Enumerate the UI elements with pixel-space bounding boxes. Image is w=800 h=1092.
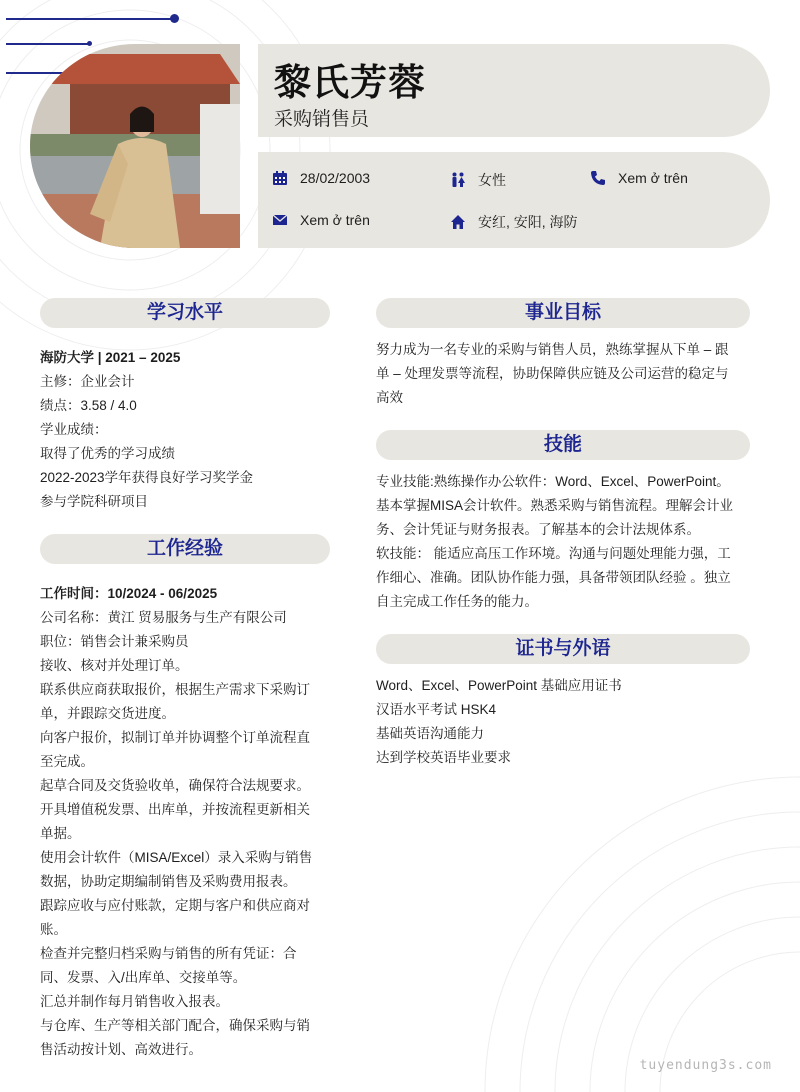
info-gender — [450, 170, 506, 190]
info-birthdate — [272, 170, 370, 186]
education-line: 取得了优秀的学习成绩 — [40, 446, 175, 461]
experience-line: 同、发票、入/出库单、交接单等。 — [40, 970, 247, 985]
info-email — [272, 212, 370, 228]
candidate-role: 采购销售员 — [274, 109, 370, 130]
candidate-name: 黎氏芳蓉 — [274, 62, 426, 103]
experience-line: 起草合同及交货验收单，确保符合法规要求。 — [40, 778, 310, 793]
skills-line: 专业技能:熟练操作办公软件：Word、Excel、PowerPoint。 — [376, 474, 730, 489]
experience-line: 接收、核对并处理订单。 — [40, 658, 189, 673]
accent-line-top — [6, 18, 174, 20]
birthdate-value: 28/02/2003 — [300, 170, 371, 186]
address-value: 安红, 安阳, 海防 — [478, 214, 578, 230]
email-value: Xem ở trên — [300, 212, 370, 228]
contact-info-panel — [258, 152, 770, 248]
experience-line: 公司名称：黄江 贸易服务与生产有限公司 — [40, 610, 287, 625]
certificate-line: Word、Excel、PowerPoint 基础应用证书 — [376, 678, 622, 693]
experience-line: 联系供应商获取报价，根据生产需求下采购订 — [40, 682, 310, 697]
education-line: 2022-2023学年获得良好学习奖学金 — [40, 470, 254, 485]
profile-photo — [30, 44, 240, 248]
gender-icon — [450, 172, 466, 188]
certificates-content — [376, 674, 761, 770]
education-line: 学业成绩： — [40, 422, 108, 437]
experience-line: 单据。 — [40, 826, 81, 841]
objective-heading: 事业目标 — [376, 298, 750, 328]
objective-content — [376, 338, 761, 410]
experience-line: 检查并完整归档采购与销售的所有凭证：合 — [40, 946, 297, 961]
skills-line: 作细心、准确。团队协作能力强，具备带领团队经验 。独立 — [376, 570, 731, 585]
skills-line: 自主完成工作任务的能力。 — [376, 594, 538, 609]
experience-line: 账。 — [40, 922, 67, 937]
objective-line: 单 – 处理发票等流程，协助保障供应链及公司运营的稳定与 — [376, 366, 729, 381]
experience-line: 数据，协助定期编制销售及采购费用报表。 — [40, 874, 297, 889]
experience-content — [40, 582, 340, 1062]
experience-line: 向客户报价，拟制订单并协调整个订单流程直 — [40, 730, 310, 745]
experience-line: 开具增值税发票、出库单，并按流程更新相关 — [40, 802, 310, 817]
education-line: 参与学院科研项目 — [40, 494, 148, 509]
name-panel — [258, 44, 770, 137]
experience-line: 至完成。 — [40, 754, 94, 769]
experience-line: 使用会计软件（MISA/Excel）录入采购与销售 — [40, 850, 313, 865]
experience-line: 与仓库、生产等相关部门配合，确保采购与销 — [40, 1018, 310, 1033]
gender-value: 女性 — [478, 172, 506, 188]
home-icon — [450, 214, 466, 230]
accent-line-middle — [6, 43, 90, 45]
info-phone — [590, 170, 688, 186]
accent-dot-top — [170, 14, 179, 23]
skills-line: 基本掌握MISA会计软件。熟悉采购与销售流程。理解会计业 — [376, 498, 734, 513]
education-content — [40, 346, 340, 514]
experience-line: 汇总并制作每月销售收入报表。 — [40, 994, 229, 1009]
experience-line: 跟踪应收与应付账款，定期与客户和供应商对 — [40, 898, 310, 913]
objective-line: 努力成为一名专业的采购与销售人员，熟练掌握从下单 – 跟 — [376, 342, 729, 357]
certificate-line: 达到学校英语毕业要求 — [376, 750, 511, 765]
education-school: 海防大学 | 2021 – 2025 — [40, 350, 181, 365]
info-address — [450, 212, 578, 232]
accent-line-bottom — [6, 72, 66, 74]
email-icon — [272, 212, 288, 228]
certificate-line: 基础英语沟通能力 — [376, 726, 484, 741]
skills-heading: 技能 — [376, 430, 750, 460]
education-line: 绩点：3.58 / 4.0 — [40, 398, 137, 413]
skills-line: 软技能： 能适应高压工作环境。沟通与问题处理能力强，工 — [376, 546, 731, 561]
experience-period: 工作时间：10/2024 - 06/2025 — [40, 586, 218, 601]
certificate-line: 汉语水平考试 HSK4 — [376, 702, 497, 717]
experience-line: 单，并跟踪交货进度。 — [40, 706, 175, 721]
experience-line: 售活动按计划、高效进行。 — [40, 1042, 202, 1057]
education-line: 主修：企业会计 — [40, 374, 135, 389]
objective-line: 高效 — [376, 390, 403, 405]
calendar-icon — [272, 170, 288, 186]
experience-heading: 工作经验 — [40, 534, 330, 564]
skills-content — [376, 470, 761, 614]
education-heading: 学习水平 — [40, 298, 330, 328]
certificates-heading: 证书与外语 — [376, 634, 750, 664]
experience-line: 职位：销售会计兼采购员 — [40, 634, 189, 649]
skills-line: 务、会计凭证与财务报表。了解基本的会计法规体系。 — [376, 522, 700, 537]
accent-dot-middle — [87, 41, 92, 46]
watermark: tuyendung3s.com — [639, 1058, 772, 1073]
phone-value: Xem ở trên — [618, 170, 688, 186]
phone-icon — [590, 170, 606, 186]
